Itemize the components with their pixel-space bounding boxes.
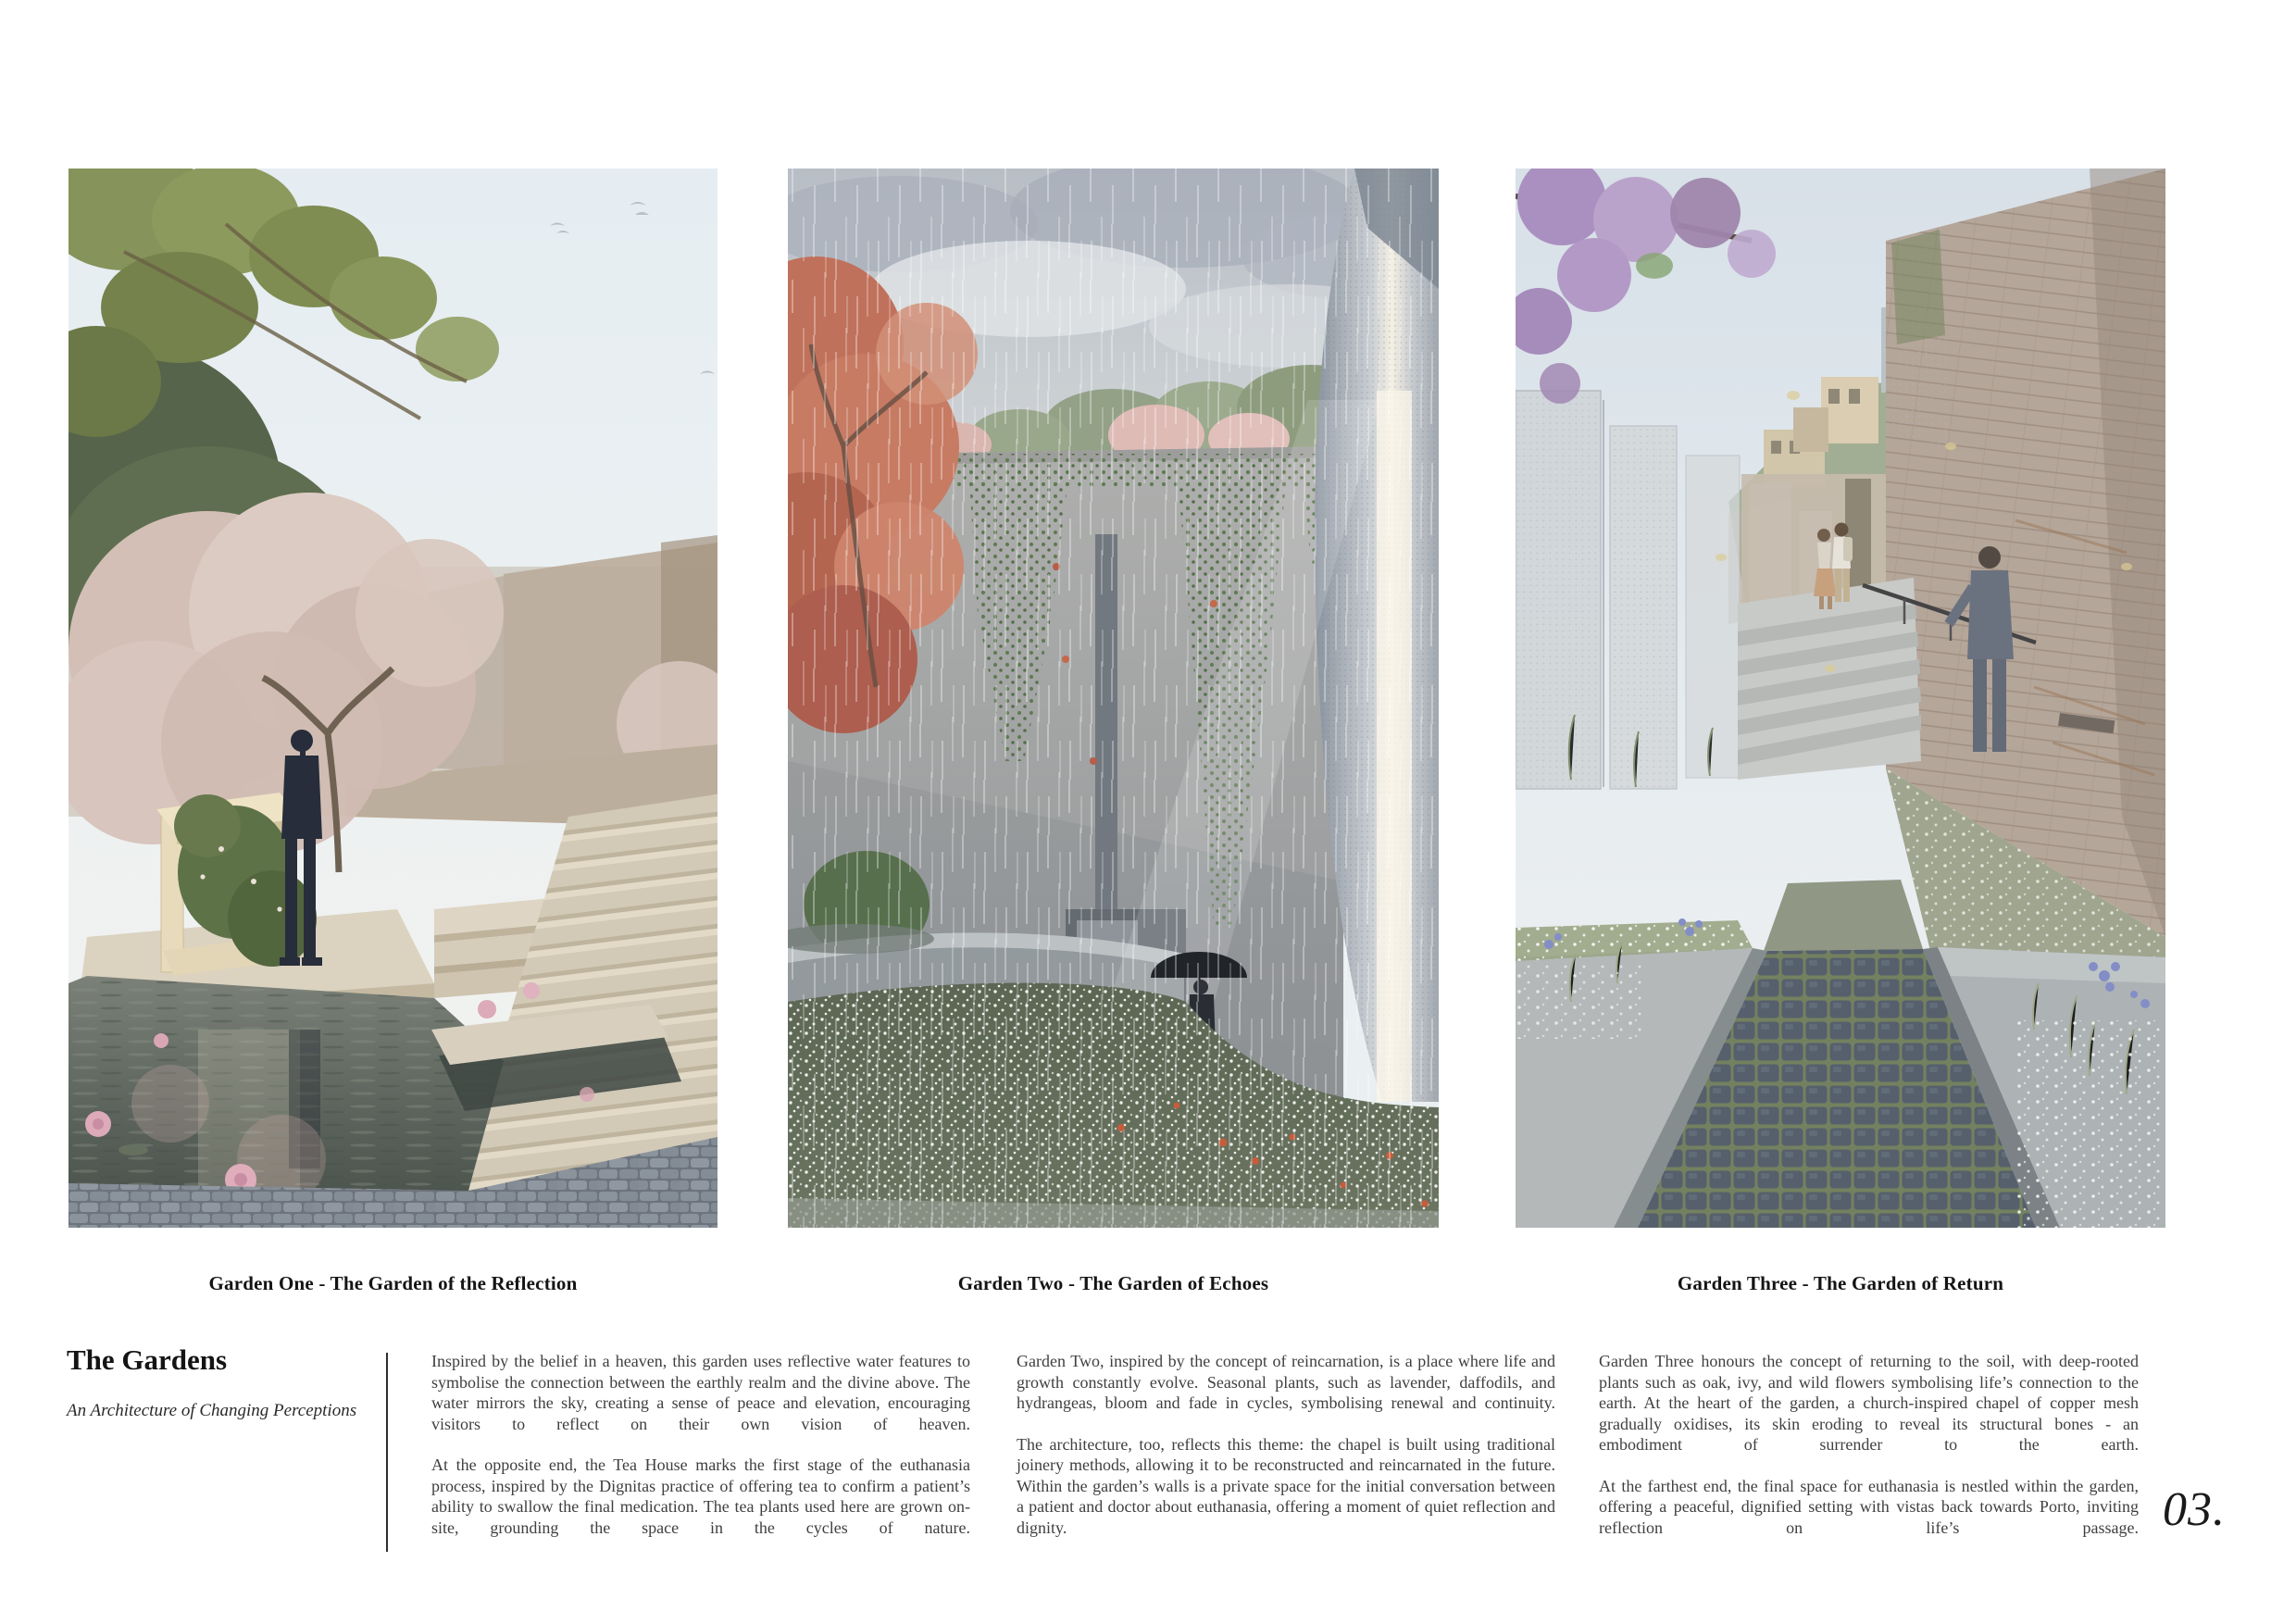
paragraph: Inspired by the belief in a heaven, this garden uses reflective water features to symbolise the connection between the earthly realm and the divine above. The water mirrors the sky, creating a sense of peace and elevation, encouraging visitors to reflect on their own vision of heaven. [431,1352,970,1433]
page-number: 03. [2163,1483,2226,1536]
paragraph: The architecture, too, reflects this theme: the chapel is built using traditional joinery methods, allowing it to be reconstructed and reincarnated in the future. Within the garden’s walls is a private space for the initial conversation between a patient and doctor about euthanasia, offering a moment of quiet reflection and dignity. [1017,1434,1555,1537]
page-title: The Gardens [67,1343,228,1376]
garden-two-render [788,169,1439,1228]
garden-one-image [69,169,718,1228]
garden-two-caption: Garden Two - The Garden of Echoes [957,1272,1269,1294]
text-column-garden-one [431,1351,970,1558]
garden-one-caption: Garden One - The Garden of the Reflection [208,1272,578,1294]
garden-three-render [1516,169,2165,1228]
garden-three-image [1516,169,2165,1228]
title-block [67,1344,372,1421]
text-column-garden-two [1017,1351,1555,1558]
garden-two-image [788,169,1439,1228]
paragraph: Garden Three honours the concept of returning to the soil, with deep-rooted plants such as oak, ivy, and wild flowers symbolising life’s connection to the earth. At the heart of the garden, a church-inspired chapel of copper mesh gradually oxidises, its skin eroding to reveal its structural bones - an embodiment of surrender to the earth. [1599,1352,2139,1454]
garden-one-render [69,169,718,1228]
text-column-garden-three [1599,1351,2139,1558]
garden-three-caption: Garden Three - The Garden of Return [1677,1272,2004,1294]
title-divider [386,1353,388,1552]
page-subtitle: An Architecture of Changing Perceptions [67,1401,357,1421]
paragraph: Garden Two, inspired by the concept of reincarnation, is a place where life and growth constantly evolve. Seasonal plants, such as lavender, daffodils, and hydrangeas, bloom and fade in cycles, symbolising renewal and continuity. [1017,1352,1555,1412]
paragraph: At the opposite end, the Tea House marks the first stage of the euthanasia process, inspired by the Dignitas practice of offering tea to confirm a patient’s ability to swallow the final medication. The tea plants used here are grown on-site, grounding the space in the cycles of nature. [431,1455,970,1537]
paragraph: At the farthest end, the final space for euthanasia is nestled within the garden, offering a peaceful, dignified setting with vistas back towards Porto, inviting reflection on life’s passage. [1599,1476,2139,1537]
